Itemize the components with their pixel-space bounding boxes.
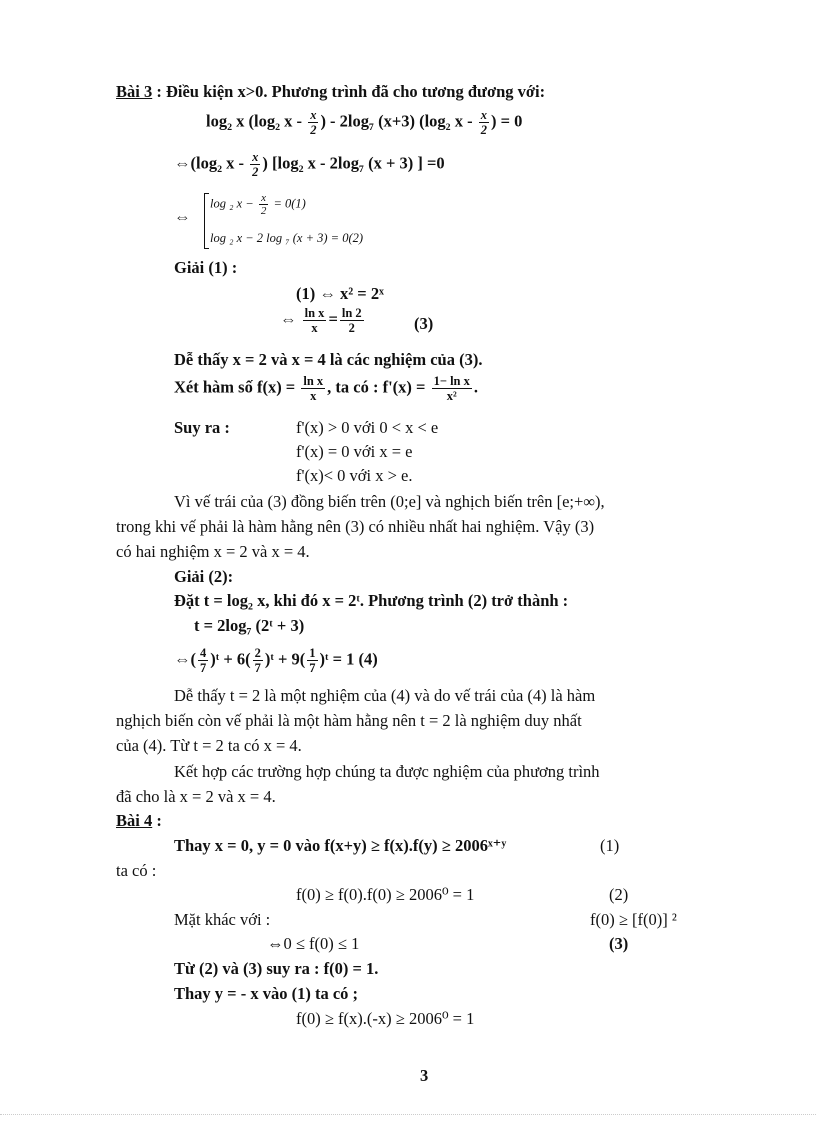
paragraph-1-line-1: Vì vế trái của (3) đồng biến trên (0;e] và nghịch biến trên [e;+∞), — [174, 492, 605, 511]
system-brace — [204, 193, 209, 249]
paragraph-2-line-3: của (4). Từ t = 2 ta có x = 4. — [116, 736, 302, 755]
page-number: 3 — [420, 1066, 429, 1085]
bai4-thay-label: (1) — [600, 836, 620, 855]
solve-2-heading: Giải (2): — [174, 567, 234, 586]
fraction-x-over-2: $\frac{x}{2}$ — [310, 108, 317, 137]
eq1-part-c: ) = 0 — [491, 111, 523, 131]
equation-3: (1) ⇔ x² = 2ˣ — [296, 284, 384, 303]
bai4-tu: Từ (2) và (3) suy ra : f(0) = 1. — [174, 959, 379, 978]
equation-4: ⇔ $\frac{\text{ln x}}{x}$ = $\frac{\ln 2}{2}$ — [280, 306, 362, 335]
footer-divider — [0, 1114, 816, 1115]
bai4-title: Bài 4 — [116, 811, 153, 830]
paragraph-1-line-2: trong khi vế phải là hàm hằng nên (3) có nhiều nhất hai nghiệm. Vậy (3) — [116, 517, 595, 536]
system-equiv: ⇔ — [174, 207, 191, 226]
eq1-part-a: log₂ x (log₂ x - — [206, 111, 307, 131]
bai4-ta-co: ta có : — [116, 861, 157, 880]
system-eq-2: log ₂ x − 2 log ₇ (x + 3) = 0(2) — [210, 231, 364, 245]
bai4-heading: Bài 4 : — [116, 811, 162, 830]
fraction-x-over-2-c: $\frac{x}{2}$ — [252, 150, 259, 179]
equation-1 — [206, 108, 522, 137]
paragraph-1-line-3: có hai nghiệm x = 2 và x = 4. — [116, 542, 310, 561]
derivative-2: f'(x) = 0 với x = e — [296, 442, 413, 461]
bai3-heading — [116, 82, 545, 102]
derivative-3: f'(x)< 0 với x > e. — [296, 466, 413, 485]
line-de-thay: Dễ thấy x = 2 và x = 4 là các nghiệm của (3). — [174, 350, 483, 369]
bai4-f0: f(0) ≥ f(0).f(0) ≥ 2006⁰ = 1 — [296, 885, 475, 904]
equivalence-symbol: ⇔ — [174, 153, 191, 173]
bai4-mat-khac: Mặt khác với : — [174, 910, 271, 929]
derivative-1: f'(x) > 0 với 0 < x < e — [296, 418, 439, 437]
paragraph-3-line-2: đã cho là x = 2 và x = 4. — [116, 787, 276, 806]
system-eq-1: log ₂ x − $\frac{x}{2}$ = 0(1) — [210, 192, 306, 217]
paragraph-3-line-1: Kết hợp các trường hợp chúng ta được nghiệm của phương trình — [174, 762, 600, 781]
eq4-label: (3) — [414, 314, 434, 333]
bai4-range: ⇔0 ≤ f(0) ≤ 1 — [267, 934, 360, 953]
line-xet-ham-so: Xét hàm số f(x) = $\frac{\text{ln x}}{x}$ , ta có : f'(x) = $\frac{\text{1− ln x}}{\text{x²}}$ . — [174, 374, 479, 403]
bai3-title: Bài 3 — [116, 82, 153, 101]
bai4-final: f(0) ≥ f(x).(-x) ≥ 2006⁰ = 1 — [296, 1009, 475, 1028]
paragraph-2-line-1: Dễ thấy t = 2 là một nghiệm của (4) và do vế trái của (4) là hàm — [174, 686, 596, 705]
bai4-thay-y: Thay y = - x vào (1) ta có ; — [174, 984, 359, 1003]
bai4-mat-khac-right: f(0) ≥ [f(0)] ² — [590, 910, 677, 929]
bai3-intro: : Điều kiện x>0. Phương trình đã cho tương đương với: — [152, 82, 546, 101]
eq1-part-b: ) - 2log₇ (x+3) (log₂ x - — [320, 111, 477, 131]
t-equation: t = 2log₇ (2ᵗ + 3) — [194, 616, 305, 635]
bai4-f0-label: (2) — [609, 885, 629, 904]
solve-1-heading: Giải (1) : — [174, 258, 238, 277]
line-dat-t: Đặt t = log₂ x, khi đó x = 2ᵗ. Phương trình (2) trở thành : — [174, 591, 569, 610]
bai4-thay: Thay x = 0, y = 0 vào f(x+y) ≥ f(x).f(y) ≥ 2006ˣ⁺ʸ — [174, 836, 507, 855]
fraction-x-over-2-b: $\frac{x}{2}$ — [480, 108, 487, 137]
bai4-range-label: (3) — [609, 934, 629, 953]
exponential-equation: ⇔( $\frac{4}{7}$ )ᵗ + 6( $\frac{2}{7}$ )ᵗ + 9( $\frac{1}{7}$ )ᵗ = 1 (4) — [174, 646, 378, 675]
equation-2: ⇔(log₂ x - $\frac{x}{2}$ ) [log₂ x - 2log₇ (x + 3) ] =0 — [174, 150, 445, 179]
suy-ra-label: Suy ra : — [174, 418, 230, 437]
paragraph-2-line-2: nghịch biến còn vế phải là một hàm hằng nên t = 2 là nghiệm duy nhất — [116, 711, 582, 730]
